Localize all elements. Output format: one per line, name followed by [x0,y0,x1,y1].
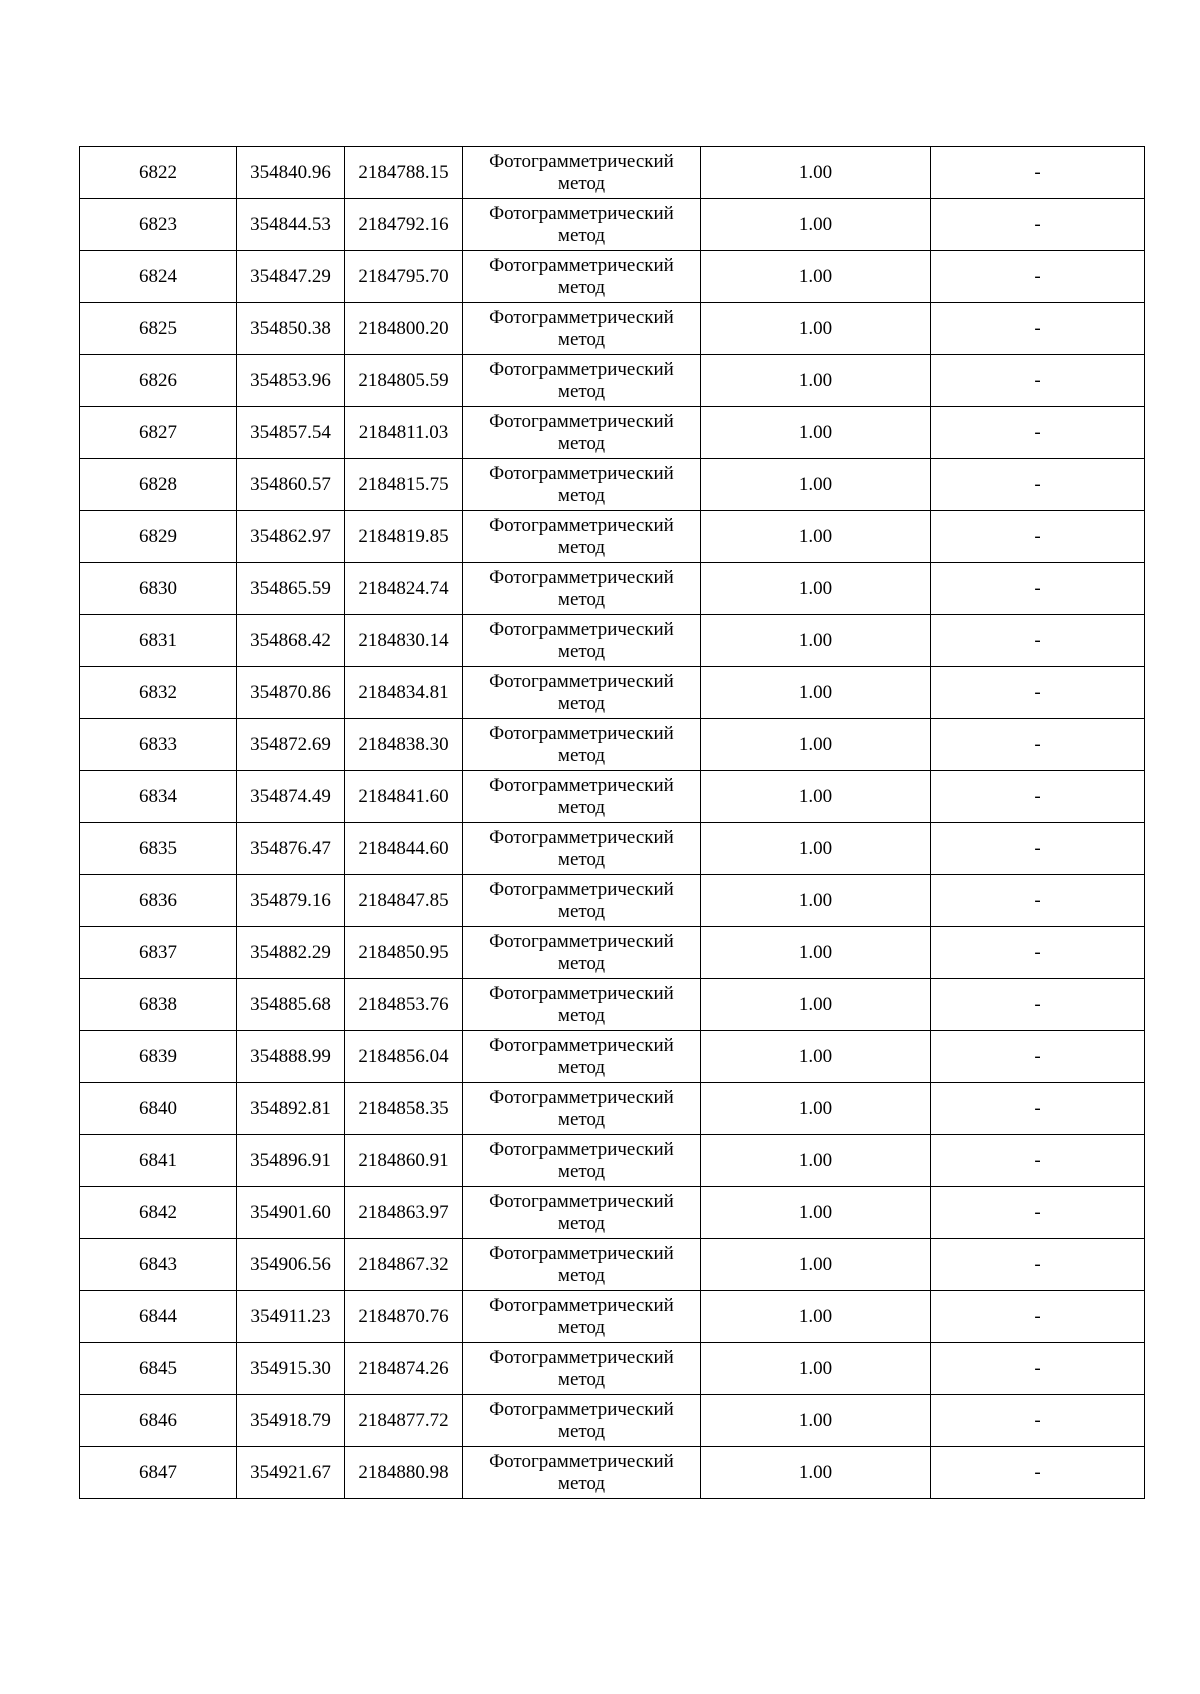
method-text: Фотограмметрический метод [489,1450,674,1494]
note-cell: - [931,199,1145,251]
method-cell [463,771,701,823]
point-number-cell: 6847 [80,1447,237,1499]
table-row [80,407,1145,459]
accuracy-cell: 1.00 [701,667,931,719]
x-coordinate-cell: 354840.96 [237,147,345,199]
note-cell: - [931,511,1145,563]
accuracy-cell: 1.00 [701,1083,931,1135]
table-row [80,927,1145,979]
y-coordinate-cell: 2184819.85 [345,511,463,563]
accuracy-cell: 1.00 [701,1395,931,1447]
note-cell: - [931,719,1145,771]
y-coordinate-cell: 2184863.97 [345,1187,463,1239]
note-cell: - [931,1291,1145,1343]
y-coordinate-cell: 2184880.98 [345,1447,463,1499]
table-row [80,303,1145,355]
x-coordinate-cell: 354844.53 [237,199,345,251]
method-cell [463,979,701,1031]
point-number-cell: 6845 [80,1343,237,1395]
method-text: Фотограмметрический метод [489,306,674,350]
method-cell [463,1187,701,1239]
point-number-cell: 6825 [80,303,237,355]
x-coordinate-cell: 354865.59 [237,563,345,615]
y-coordinate-cell: 2184838.30 [345,719,463,771]
point-number-cell: 6841 [80,1135,237,1187]
method-text: Фотограмметрический метод [489,202,674,246]
method-cell [463,667,701,719]
accuracy-cell: 1.00 [701,459,931,511]
point-number-cell: 6823 [80,199,237,251]
accuracy-cell: 1.00 [701,875,931,927]
method-cell [463,563,701,615]
table-row [80,147,1145,199]
x-coordinate-cell: 354872.69 [237,719,345,771]
x-coordinate-cell: 354857.54 [237,407,345,459]
x-coordinate-cell: 354868.42 [237,615,345,667]
note-cell: - [931,1395,1145,1447]
y-coordinate-cell: 2184841.60 [345,771,463,823]
x-coordinate-cell: 354847.29 [237,251,345,303]
method-text: Фотограмметрический метод [489,826,674,870]
note-cell: - [931,1239,1145,1291]
x-coordinate-cell: 354906.56 [237,1239,345,1291]
point-number-cell: 6834 [80,771,237,823]
point-number-cell: 6826 [80,355,237,407]
note-cell: - [931,147,1145,199]
note-cell: - [931,1135,1145,1187]
accuracy-cell: 1.00 [701,1291,931,1343]
point-number-cell: 6838 [80,979,237,1031]
note-cell: - [931,407,1145,459]
table-row [80,823,1145,875]
accuracy-cell: 1.00 [701,303,931,355]
method-text: Фотограмметрический метод [489,358,674,402]
note-cell: - [931,563,1145,615]
y-coordinate-cell: 2184847.85 [345,875,463,927]
x-coordinate-cell: 354882.29 [237,927,345,979]
method-cell [463,875,701,927]
table-row [80,563,1145,615]
method-cell [463,459,701,511]
y-coordinate-cell: 2184856.04 [345,1031,463,1083]
point-number-cell: 6846 [80,1395,237,1447]
note-cell: - [931,303,1145,355]
method-cell [463,1447,701,1499]
method-cell [463,1343,701,1395]
note-cell: - [931,355,1145,407]
method-cell [463,303,701,355]
point-number-cell: 6829 [80,511,237,563]
note-cell: - [931,667,1145,719]
accuracy-cell: 1.00 [701,979,931,1031]
table-row [80,719,1145,771]
y-coordinate-cell: 2184788.15 [345,147,463,199]
y-coordinate-cell: 2184850.95 [345,927,463,979]
method-cell [463,407,701,459]
x-coordinate-cell: 354850.38 [237,303,345,355]
method-text: Фотограмметрический метод [489,254,674,298]
method-cell [463,1395,701,1447]
y-coordinate-cell: 2184824.74 [345,563,463,615]
x-coordinate-cell: 354879.16 [237,875,345,927]
x-coordinate-cell: 354918.79 [237,1395,345,1447]
y-coordinate-cell: 2184815.75 [345,459,463,511]
x-coordinate-cell: 354915.30 [237,1343,345,1395]
accuracy-cell: 1.00 [701,147,931,199]
x-coordinate-cell: 354921.67 [237,1447,345,1499]
point-number-cell: 6830 [80,563,237,615]
point-number-cell: 6843 [80,1239,237,1291]
method-text: Фотограмметрический метод [489,1398,674,1442]
method-text: Фотограмметрический метод [489,566,674,610]
point-number-cell: 6832 [80,667,237,719]
accuracy-cell: 1.00 [701,1031,931,1083]
method-cell [463,355,701,407]
accuracy-cell: 1.00 [701,1239,931,1291]
accuracy-cell: 1.00 [701,199,931,251]
x-coordinate-cell: 354892.81 [237,1083,345,1135]
method-cell [463,511,701,563]
method-cell [463,1031,701,1083]
y-coordinate-cell: 2184830.14 [345,615,463,667]
y-coordinate-cell: 2184860.91 [345,1135,463,1187]
accuracy-cell: 1.00 [701,563,931,615]
method-cell [463,719,701,771]
y-coordinate-cell: 2184844.60 [345,823,463,875]
note-cell: - [931,615,1145,667]
method-text: Фотограмметрический метод [489,930,674,974]
y-coordinate-cell: 2184853.76 [345,979,463,1031]
method-cell [463,199,701,251]
method-cell [463,1239,701,1291]
method-text: Фотограмметрический метод [489,410,674,454]
x-coordinate-cell: 354896.91 [237,1135,345,1187]
accuracy-cell: 1.00 [701,719,931,771]
method-text: Фотограмметрический метод [489,878,674,922]
note-cell: - [931,979,1145,1031]
table-row [80,1135,1145,1187]
note-cell: - [931,927,1145,979]
note-cell: - [931,875,1145,927]
method-text: Фотограмметрический метод [489,982,674,1026]
accuracy-cell: 1.00 [701,1187,931,1239]
method-text: Фотограмметрический метод [489,1190,674,1234]
method-text: Фотограмметрический метод [489,514,674,558]
accuracy-cell: 1.00 [701,823,931,875]
note-cell: - [931,251,1145,303]
table-row [80,1395,1145,1447]
accuracy-cell: 1.00 [701,251,931,303]
method-text: Фотограмметрический метод [489,1242,674,1286]
table-row [80,615,1145,667]
method-text: Фотограмметрический метод [489,1138,674,1182]
table-row [80,459,1145,511]
point-number-cell: 6828 [80,459,237,511]
table-row [80,771,1145,823]
y-coordinate-cell: 2184805.59 [345,355,463,407]
method-text: Фотограмметрический метод [489,722,674,766]
table-row [80,1083,1145,1135]
y-coordinate-cell: 2184877.72 [345,1395,463,1447]
point-number-cell: 6837 [80,927,237,979]
point-number-cell: 6833 [80,719,237,771]
x-coordinate-cell: 354860.57 [237,459,345,511]
coordinates-table-body [80,147,1145,1499]
table-row [80,355,1145,407]
method-text: Фотограмметрический метод [489,618,674,662]
x-coordinate-cell: 354874.49 [237,771,345,823]
x-coordinate-cell: 354888.99 [237,1031,345,1083]
method-cell [463,251,701,303]
method-text: Фотограмметрический метод [489,1086,674,1130]
method-cell [463,1135,701,1187]
note-cell: - [931,771,1145,823]
x-coordinate-cell: 354870.86 [237,667,345,719]
x-coordinate-cell: 354885.68 [237,979,345,1031]
note-cell: - [931,1343,1145,1395]
accuracy-cell: 1.00 [701,511,931,563]
y-coordinate-cell: 2184870.76 [345,1291,463,1343]
x-coordinate-cell: 354876.47 [237,823,345,875]
table-row [80,199,1145,251]
accuracy-cell: 1.00 [701,1343,931,1395]
method-cell [463,823,701,875]
method-text: Фотограмметрический метод [489,1034,674,1078]
point-number-cell: 6827 [80,407,237,459]
table-row [80,1291,1145,1343]
method-text: Фотограмметрический метод [489,462,674,506]
y-coordinate-cell: 2184792.16 [345,199,463,251]
note-cell: - [931,1447,1145,1499]
method-text: Фотограмметрический метод [489,774,674,818]
method-cell [463,615,701,667]
note-cell: - [931,1187,1145,1239]
note-cell: - [931,459,1145,511]
method-cell [463,1083,701,1135]
accuracy-cell: 1.00 [701,615,931,667]
note-cell: - [931,1031,1145,1083]
accuracy-cell: 1.00 [701,1447,931,1499]
method-cell [463,1291,701,1343]
y-coordinate-cell: 2184795.70 [345,251,463,303]
table-row [80,1239,1145,1291]
point-number-cell: 6840 [80,1083,237,1135]
y-coordinate-cell: 2184867.32 [345,1239,463,1291]
point-number-cell: 6836 [80,875,237,927]
table-row [80,511,1145,563]
accuracy-cell: 1.00 [701,771,931,823]
method-text: Фотограмметрический метод [489,1294,674,1338]
coordinates-table [79,146,1145,1499]
y-coordinate-cell: 2184874.26 [345,1343,463,1395]
method-cell [463,927,701,979]
accuracy-cell: 1.00 [701,355,931,407]
point-number-cell: 6839 [80,1031,237,1083]
point-number-cell: 6842 [80,1187,237,1239]
table-row [80,979,1145,1031]
x-coordinate-cell: 354911.23 [237,1291,345,1343]
method-text: Фотограмметрический метод [489,670,674,714]
x-coordinate-cell: 354862.97 [237,511,345,563]
point-number-cell: 6831 [80,615,237,667]
method-text: Фотограмметрический метод [489,1346,674,1390]
x-coordinate-cell: 354853.96 [237,355,345,407]
table-row [80,1343,1145,1395]
y-coordinate-cell: 2184811.03 [345,407,463,459]
table-row [80,1187,1145,1239]
point-number-cell: 6844 [80,1291,237,1343]
method-text: Фотограмметрический метод [489,150,674,194]
method-cell [463,147,701,199]
accuracy-cell: 1.00 [701,1135,931,1187]
point-number-cell: 6822 [80,147,237,199]
point-number-cell: 6824 [80,251,237,303]
y-coordinate-cell: 2184858.35 [345,1083,463,1135]
accuracy-cell: 1.00 [701,407,931,459]
y-coordinate-cell: 2184800.20 [345,303,463,355]
x-coordinate-cell: 354901.60 [237,1187,345,1239]
table-row [80,667,1145,719]
table-row [80,251,1145,303]
point-number-cell: 6835 [80,823,237,875]
note-cell: - [931,1083,1145,1135]
table-row [80,1447,1145,1499]
table-row [80,1031,1145,1083]
accuracy-cell: 1.00 [701,927,931,979]
note-cell: - [931,823,1145,875]
table-row [80,875,1145,927]
y-coordinate-cell: 2184834.81 [345,667,463,719]
